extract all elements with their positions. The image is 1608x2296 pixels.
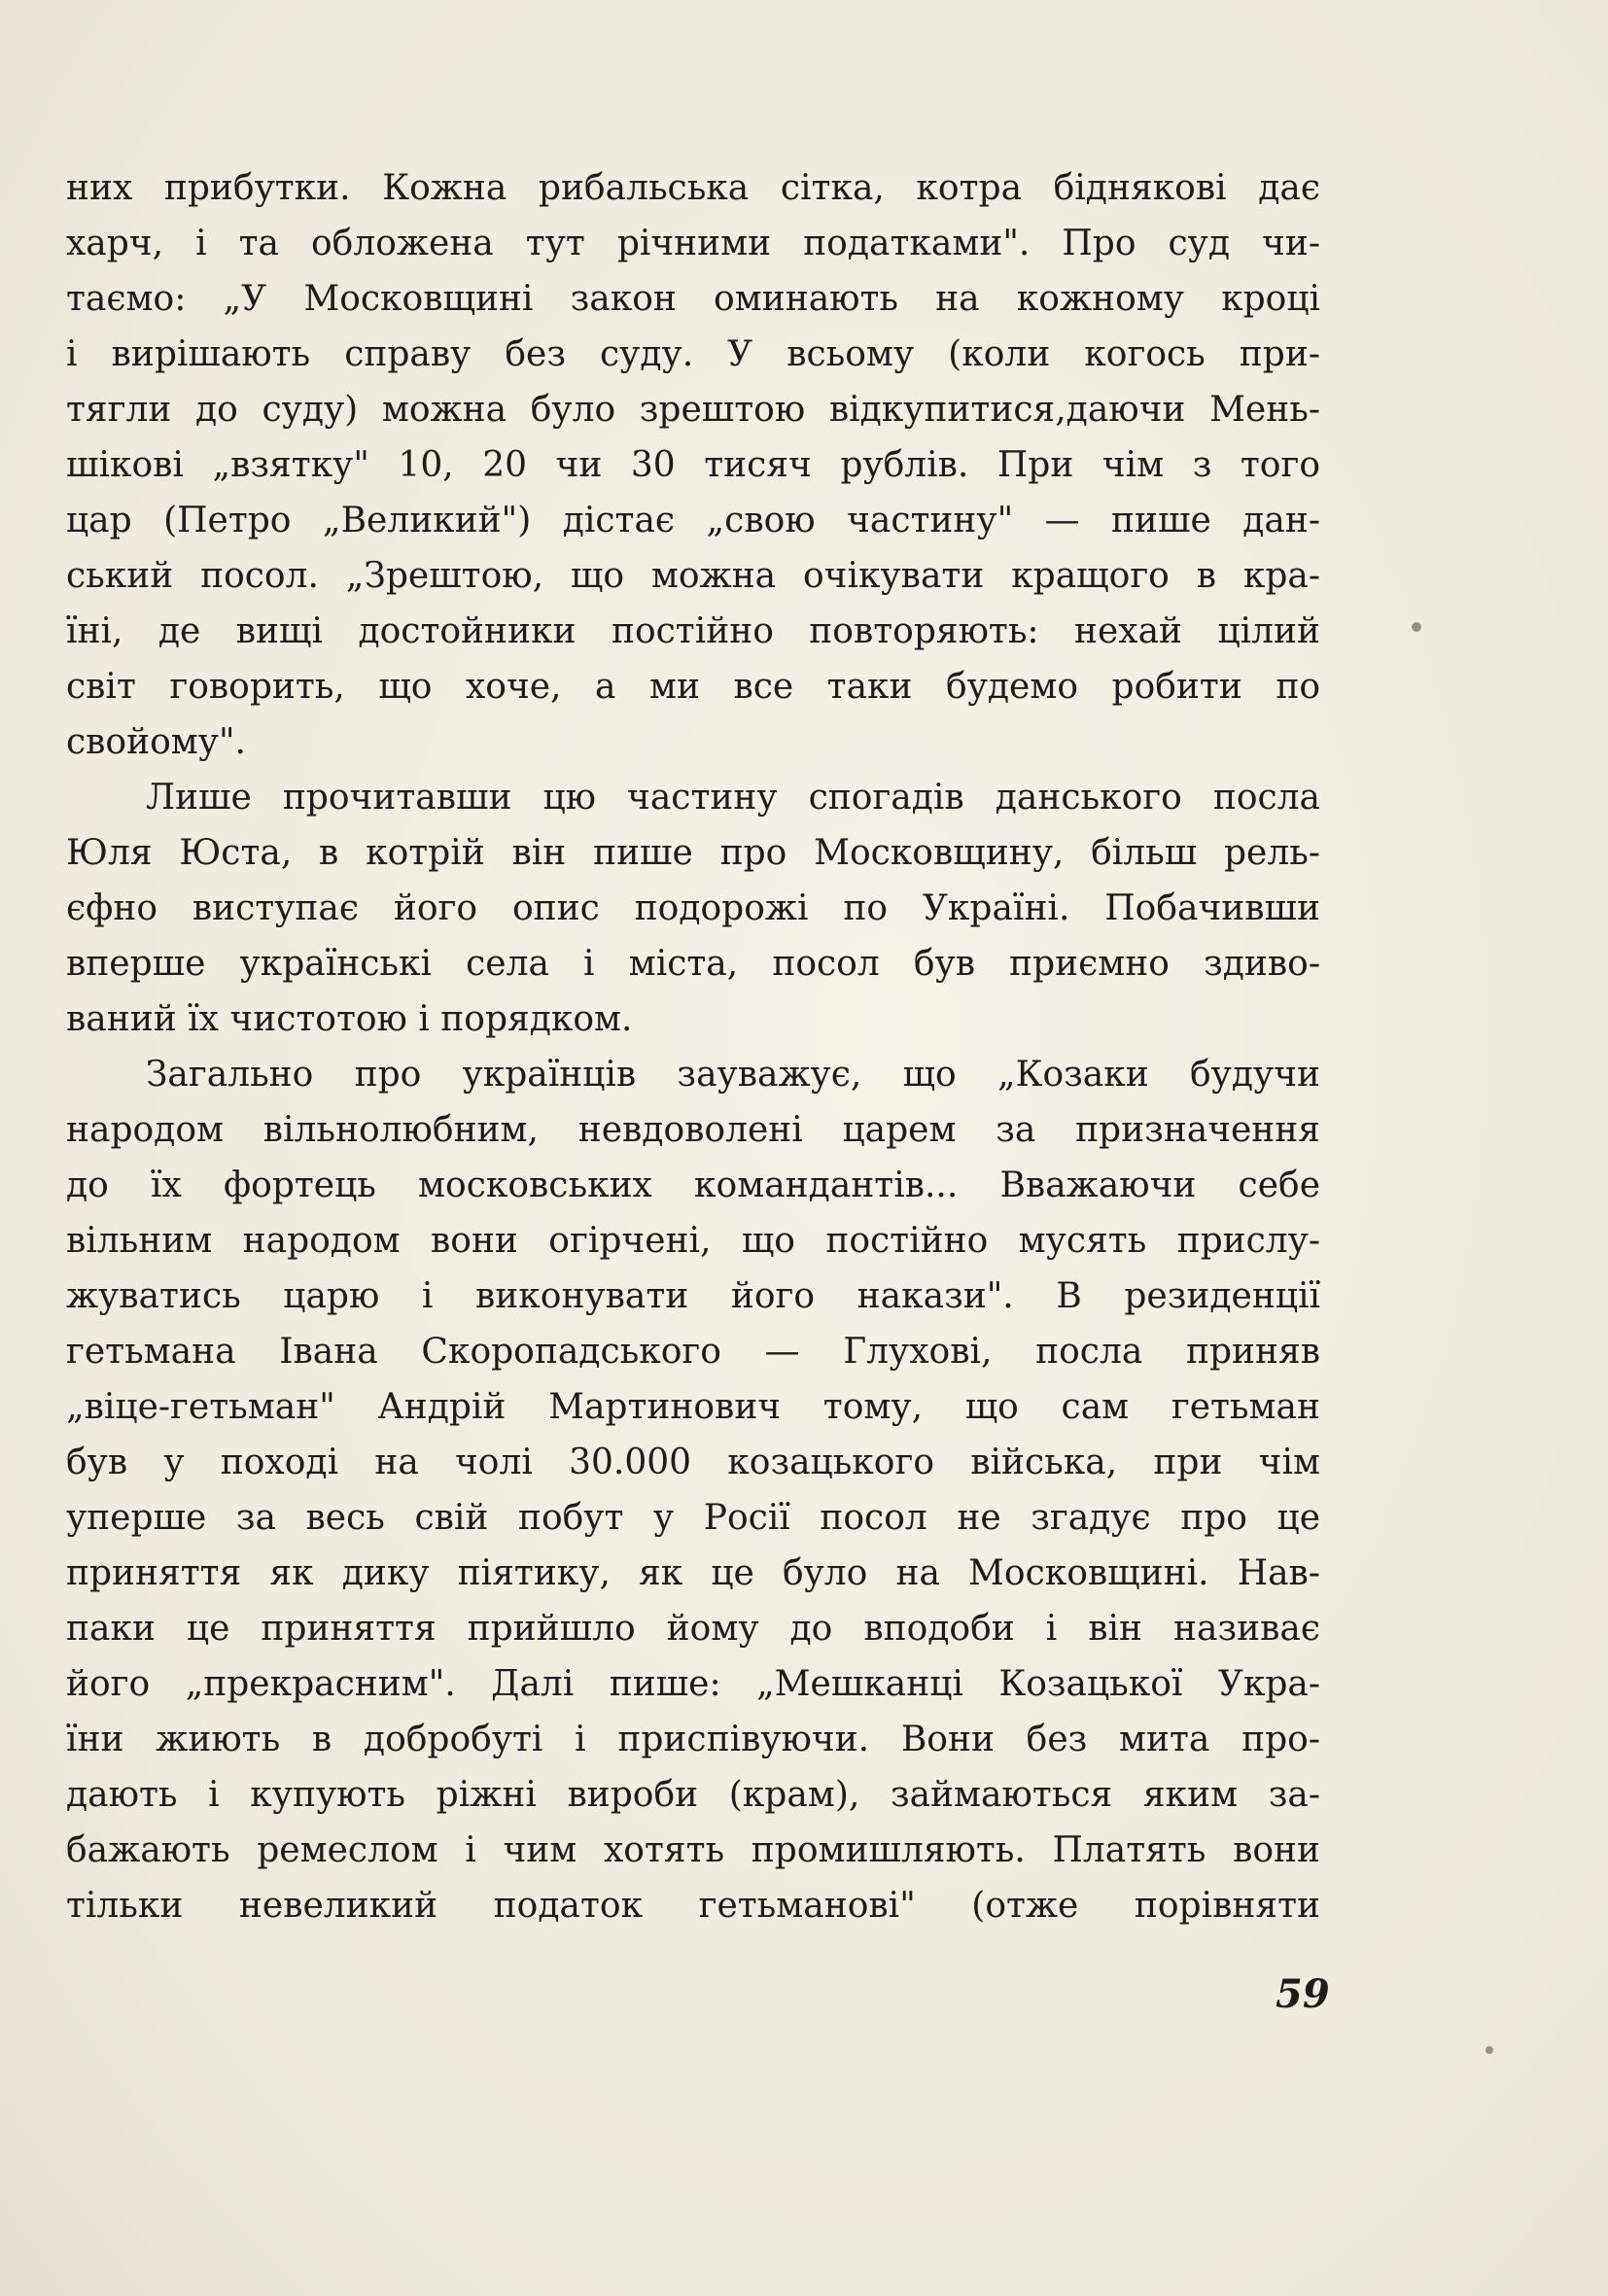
text-line: „віце-гетьман" Андрій Мартинович тому, що сам гетьман [66,1387,1320,1427]
text-line: їні, де вищі достойники постійно повторяють: нехай цілий [66,611,1320,651]
text-line: них прибутки. Кожна рибальська сітка, котра біднякові дає [66,168,1320,208]
page-number: 59 [1276,1971,1330,2017]
text-line: ваний їх чистотою і порядком. [66,999,633,1039]
text-line: бажають ремеслом і чим хотять промишляють. Платять вони [66,1830,1320,1870]
text-line: таємо: „У Московщині закон оминають на кожному кроці [66,279,1320,319]
text-line: ський посол. „Зрештою, що можна очікувати кращого в кра- [66,556,1320,596]
text-line: народом вільнолюбним, невдоволені царем за призначення [66,1110,1320,1150]
text-line: і вирішають справу без суду. У всьому (коли когось при- [66,334,1320,374]
text-line: їни жиють в добробуті і приспівуючи. Вони без мита про- [66,1720,1320,1759]
text-line: приняття як дику піятику, як це було на Московщині. Нав- [66,1553,1320,1593]
text-line: вільним народом вони огірчені, що постійно мусять прислу- [66,1221,1320,1261]
text-line: уперше за весь свій побут у Росії посол не згадує про це [66,1498,1320,1538]
text-line: паки це приняття прийшло йому до вподоби і він називає [66,1609,1320,1649]
text-line: цар (Петро „Великий") дістає „свою частину" — пише дан- [66,501,1320,540]
ink-speck [1412,622,1421,632]
text-line: Юля Юста, в котрій він пише про Московщину, більш рель- [66,833,1320,873]
text-line: єфно виступає його опис подорожі по Україні. Побачивши [66,888,1320,928]
text-line: шікові „взятку" 10, 20 чи 30 тисяч рублів. При чім з того [66,445,1320,485]
text-line: тягли до суду) можна було зрештою відкупитися,даючи Мень- [66,390,1320,430]
text-line: був у поході на чолі 30.000 козацького війська, при чім [66,1443,1320,1482]
ink-speck [1486,2046,1493,2054]
text-line: вперше українські села і міста, посол був приємно здиво- [66,944,1320,984]
text-line: жуватись царю і виконувати його накази". В резиденції [66,1276,1320,1316]
text-line: його „прекрасним". Далі пише: „Мешканці Козацької Укра- [66,1664,1320,1704]
text-line: гетьмана Івана Скоропадського — Глухові, посла приняв [66,1332,1320,1372]
text-line: свойому". [66,722,246,762]
paragraph-first-line: Загально про українців зауважує, що „Козаки будучи [146,1055,1320,1095]
text-line: до їх фортець московських командантів... Вважаючи себе [66,1165,1320,1205]
text-line: тільки невеликий податок гетьманові" (отже порівняти [66,1886,1320,1926]
text-line: світ говорить, що хоче, а ми все таки будемо робити по [66,667,1320,707]
body-text [66,160,1320,1933]
paragraph-first-line: Лише прочитавши цю частину спогадів данського посла [146,778,1320,818]
text-line: харч, і та обложена тут річними податками". Про суд чи- [66,224,1320,263]
text-line: дають і купують ріжні вироби (крам), займаються яким за- [66,1775,1320,1815]
